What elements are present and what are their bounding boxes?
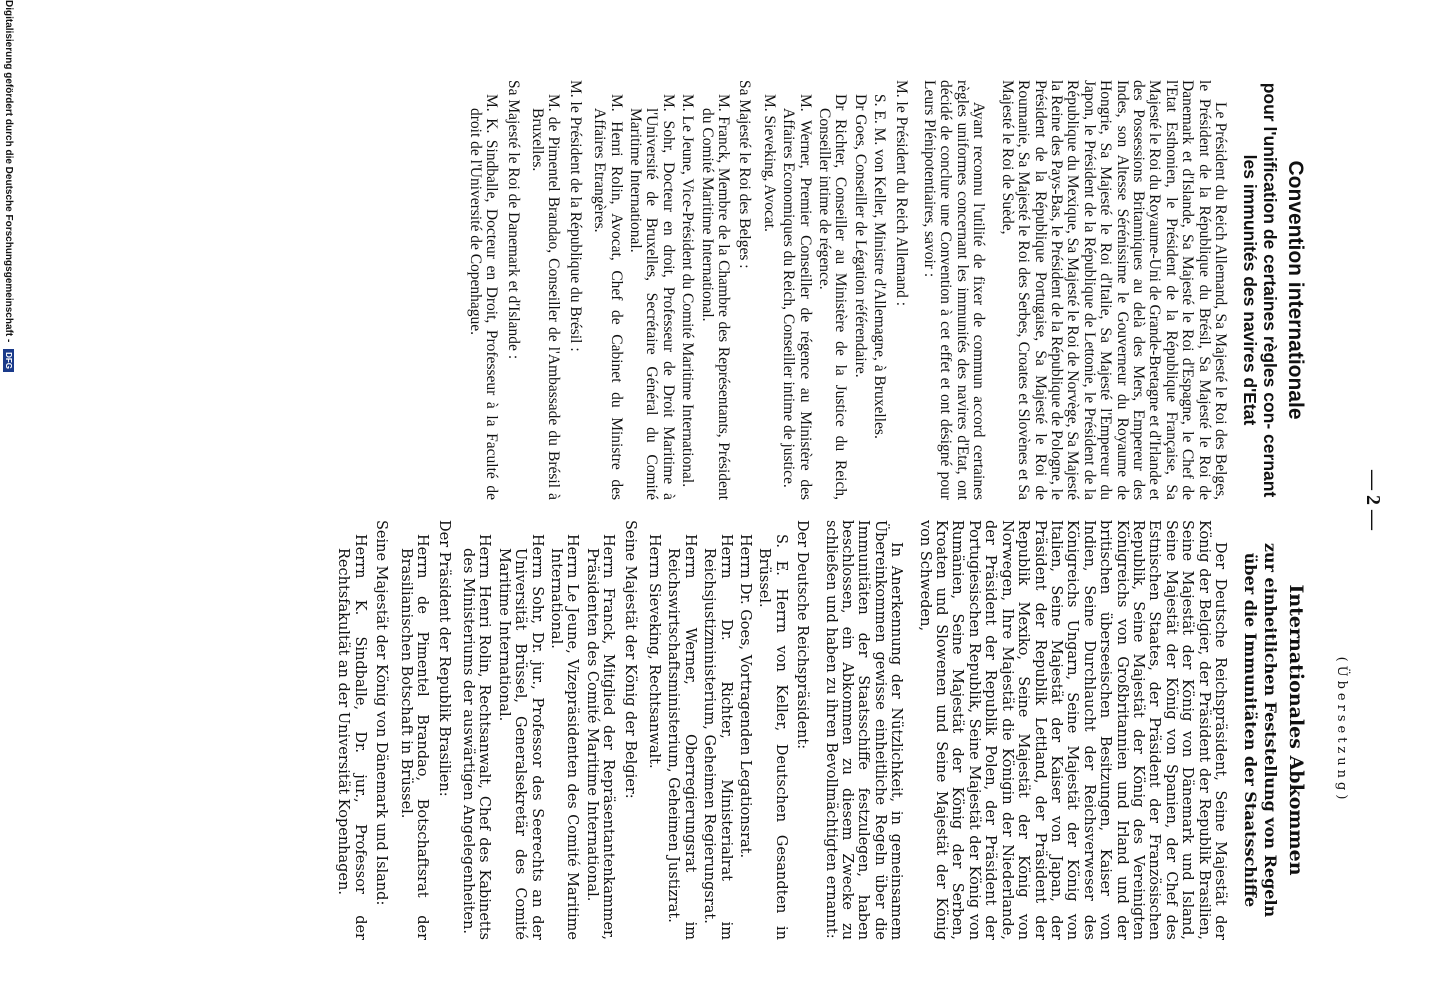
german-recital: In Anerkennung der Nützlichkeit, in gemeinsamem Übereinkommen gewisse einheitliche Regeln über die Immunitäten der Staatsschiffe festzulegen, haben beschlossen, ein Abkommen zu diesem Zwecke zu schließen und haben zu ihren Bevollmächtigten ernannt: xyxy=(822,520,905,940)
german-delegation xyxy=(397,520,451,940)
page-number: — 2 — xyxy=(1362,470,1384,530)
german-preamble: Der Deutsche Reichspräsident, Seine Majestät der König der Belgier, der Präsident der Republik Brasilien, Seine Majestät der König von Dänemark und Island, Seine Majestät der König von Spanien, der Chef des Estnischen Staates, der Präsident der Französischen Republik, Seine Majestät der König des Vereinigten Königreichs von Großbritannien und Irland und der britischen überseeischen Besitzungen, Kaiser von Indien, Seine Durchlaucht der Reichsverweser des Königreichs Ungarn, Seine Majestät der König von Italien, Seine Majestät der Kaiser von Japan, der Präsident der Republik Lettland, der Präsident der Republik Mexiko, Seine Majestät der König von Norwegen, Ihre Majestät die Königin der Niederlande, der Präsident der Republik Polen, der Präsident der Portugiesischen Republik, Seine Majestät der König von Rumänien, Seine Majestät der König der Serben, Kroaten und Slowenen und Seine Majestät der König von Schweden, xyxy=(916,520,1228,940)
german-plenipotentiary: Herrn Werner, Oberregierungsrat im Reichswirtschaftsministerium, Geheimen Justizrat. xyxy=(665,534,698,940)
german-plenipotentiary: Herrn Sieveking, Rechtsanwalt. xyxy=(646,534,662,769)
german-plenipotentiaries xyxy=(335,520,810,940)
french-recital: Ayant reconnu l'utilité de fixer de commun accord certaines règles uniformes concernant les immunités des navires d'Etat, ont décidé de conclure une Convention à cet effet et ont désigné pour Leurs Plénipotentiaires, savoir : xyxy=(921,80,988,500)
french-plenipotentiary: S. E. M. von Keller, Ministre d'Allemagne, à Bruxelles. xyxy=(871,94,889,439)
french-plenipotentiaries xyxy=(466,80,908,500)
german-title: Internationales Abkommen xyxy=(1285,584,1307,876)
german-delegation xyxy=(646,520,811,940)
french-plenipotentiary: M. Sohr, Docteur en droit, Professeur de Droit Maritime à l'Université de Bruxelles, Secrétaire Général du Comité Maritime International. xyxy=(627,94,677,500)
dfg-logo: DFG xyxy=(3,349,14,372)
german-subtitle: zur einheitlichen Feststellung von Regeln über die Immunitäten der Staatsschiffe xyxy=(1241,542,1280,918)
german-plenipotentiary: Herrn de Pimentel Brandao, Botschaftsrat der Brasilianischen Botschaft in Brüssel. xyxy=(397,534,431,940)
german-plenipotentiary: Herrn Franck, Mitglied der Repräsentantenkammer, Präsidenten des Comité Maritime International. xyxy=(583,534,617,940)
german-plenipotentiary: Herrn K. Sindballe, Dr. jur., Professor der Rechtsfakultät an der Universität Kopenhagen. xyxy=(335,534,368,940)
french-delegation-head: M. le Président de la République du Brésil : xyxy=(566,80,584,352)
french-plenipotentiary: M. de Pimentel Brandao, Conseiller de l'Ambassade du Brésil à Bruxelles. xyxy=(528,94,563,500)
french-plenipotentiary: Dr Richter, Conseiller au Ministère de la Justice du Reich, Conseiller intime de régence. xyxy=(816,94,850,500)
german-plenipotentiary: Herrn Dr. Goes, Vortragenden Legationsrat. xyxy=(737,534,754,859)
french-delegation-head: Sa Majesté le Roi de Danemark et d'Islande : xyxy=(504,80,522,360)
french-delegation xyxy=(760,80,908,500)
french-plenipotentiary: M. K. Sindballe, Docteur en Droit, Professeur à la Faculté de droit de l'Université de Copenhague. xyxy=(466,94,501,500)
french-plenipotentiary: Dr Goes, Conseiller de Légation référendaire. xyxy=(851,94,869,378)
german-plenipotentiary: Herrn Le Jeune, Vizepräsidenten des Comité Maritime International. xyxy=(547,534,581,940)
german-delegation xyxy=(335,520,389,940)
french-plenipotentiary: M. Henri Rolin, Avocat, Chef de Cabinet du Ministre des Affaires Etrangères. xyxy=(591,94,625,500)
french-spacer xyxy=(1333,80,1349,500)
french-delegation xyxy=(591,80,753,500)
german-delegation-head: Der Präsident der Republik Brasilien: xyxy=(435,520,452,797)
footer-text: Digitalisierung gefördert durch die Deutsche Forschungsgemeinschaft - xyxy=(3,0,14,343)
french-plenipotentiary: M. Werner, Premier Conseiller de régence au Ministère des Affaires Economiques du Reich, Conseiller intime de justice. xyxy=(780,94,814,500)
french-subtitle: pour l'unification de certaines règles con- cernant les immunités des navires d'Etat xyxy=(1240,82,1280,498)
german-plenipotentiary: S. E. Herrn von Keller, Deutschen Gesandten in Brüssel. xyxy=(756,534,789,940)
french-delegation xyxy=(529,80,583,500)
german-delegation xyxy=(460,520,638,940)
french-plenipotentiary: M. Le Jeune, Vice-Président du Comité Maritime International. xyxy=(679,94,697,488)
french-preamble: Le Président du Reich Allemand, Sa Majesté le Roi des Belges, le Président de la République du Brésil, Sa Majesté le Roi de Danemark et d'Islande, Sa Majesté le Roi d'Espagne, le Chef de l'Etat Esthonien, le Président de la République Française, Sa Majesté le Roi du Royaume-Uni de Grande-Bretagne et d'Irlande et des Possessions Britanniques au delà des Mers, Empereur des Indes, son Altesse Sérénissime le Gouverneur du Royaume de Hongrie, Sa Majesté le Roi d'Italie, Sa Majesté l'Empereur du Japon, le Président de la République de Lettonie, le Président de la République du Mexique, Sa Majesté le Roi de Norvège, Sa Majesté la Reine des Pays-Bas, le Président de la République de Pologne, le Président de la République Portugaise, Sa Majesté le Roi de Roumanie, Sa Majesté le Roi des Serbes, Croates et Slovènes et Sa Majesté le Roi de Suède, xyxy=(998,80,1229,500)
german-delegation-head: Der Deutsche Reichspräsident: xyxy=(794,520,811,750)
translation-note: (Übersetzung) xyxy=(1334,656,1349,804)
german-delegation-head: Seine Majestät der König von Dänemark und Island: xyxy=(373,520,390,906)
german-plenipotentiary: Herrn Dr. Richter, Ministerialrat im Reichsjustizministerium, Geheimen Regierungsrat. xyxy=(701,534,734,940)
french-delegation-head: Sa Majesté le Roi des Belges : xyxy=(736,80,754,269)
french-delegation xyxy=(466,80,520,500)
digitization-footer xyxy=(3,0,14,1000)
german-plenipotentiary: Herrn Henri Rolin, Rechtsanwalt, Chef des Kabinetts des Ministeriums der auswärtigen Angelegenheiten. xyxy=(459,534,493,940)
french-delegation-head: M. le Président du Reich Allemand : xyxy=(892,80,910,307)
german-delegation-head: Seine Majestät der König der Belgier: xyxy=(621,520,638,799)
german-plenipotentiary: Herrn Sohr, Dr. jur., Professor des Seerechts an der Universität Brüssel, Generalsekretär des Comité Maritime International. xyxy=(495,534,545,940)
german-column xyxy=(327,520,1349,940)
french-title: Convention internationale xyxy=(1284,160,1307,420)
french-plenipotentiary: M. Sieveking, Avocat. xyxy=(760,94,778,232)
french-plenipotentiary: M. Franck, Membre de la Chambre des Représentants, Président du Comité Maritime International. xyxy=(698,94,733,500)
french-column xyxy=(458,80,1349,500)
